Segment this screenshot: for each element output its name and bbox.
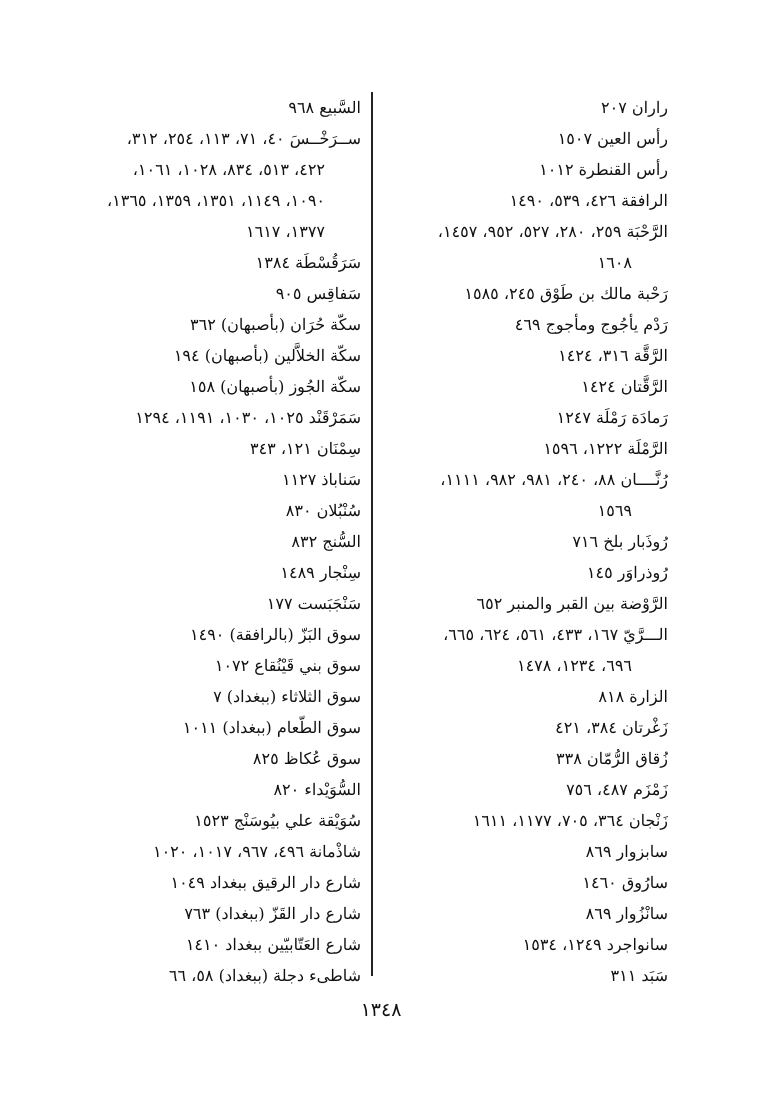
index-entry: سوق البَزّ (بالرافقة) ١٤٩٠: [190, 625, 361, 644]
index-entry: رأس العين ١٥٠٧: [557, 129, 668, 148]
index-entry: سِمْنَان ١٢١، ٣٤٣: [249, 439, 361, 458]
index-entry: سابزوار ٨٦٩: [585, 842, 668, 861]
index-entry: سانواجرد ١٢٤٩، ١٥٣٤: [522, 935, 668, 954]
index-entry: رُنَّــــان ٨٨، ٢٤٠، ٩٨١، ٩٨٢، ١١١١،: [440, 470, 668, 489]
index-entry: شارع دار الرقيق ببغداد ١٠٤٩: [170, 873, 361, 892]
index-entry: سوق الثلاثاء (ببغداد) ٧: [213, 687, 361, 706]
index-entry: سَناباذ ١١٢٧: [281, 470, 361, 489]
index-entry: سُوَيْقة علي بيُوسَنْج ١٥٢٣: [194, 811, 361, 830]
index-entry: الـــرَّيّ ١٦٧، ٤٣٣، ٥٦١، ٦٢٤، ٦٦٥،: [443, 625, 668, 644]
page-number: ١٣٤٨: [360, 999, 402, 1021]
index-entry: سارُوق ١٤٦٠: [582, 873, 668, 892]
index-entry: سوق بني قَيْنُقاع ١٠٧٢: [214, 656, 361, 675]
index-entry-continuation: ١٣٧٧، ١٦١٧: [246, 222, 325, 241]
index-entry: الزارة ٨١٨: [598, 687, 668, 706]
index-entry: رَحْبة مالك بن طَوْق ٢٤٥، ١٥٨٥: [464, 284, 668, 303]
index-entry: سَمَرْقَنْد ١٠٢٥، ١٠٣٠، ١١٩١، ١٢٩٤: [135, 408, 361, 427]
column-divider: [371, 92, 373, 976]
index-entry: سانْزُوار ٨٦٩: [585, 904, 668, 923]
index-entry: الرَّوْضة بين القبر والمنبر ٦٥٢: [476, 594, 668, 613]
index-entry: شارع العَتّابيّين ببغداد ١٤١٠: [185, 935, 361, 954]
index-entry: زَغْرتان ٣٨٤، ٤٢١: [555, 718, 668, 737]
index-entry-continuation: ١٦٠٨: [597, 253, 632, 272]
index-entry: السَّبيع ٩٦٨: [288, 98, 361, 117]
index-entry: شاطىء دجلة (ببغداد) ٥٨، ٦٦: [168, 966, 361, 985]
index-entry-continuation: ١٥٦٩: [597, 501, 632, 520]
index-entry: ســرَخْــسَ ٤٠، ٧١، ١١٣، ٢٥٤، ٣١٢،: [126, 129, 361, 148]
index-entry: سكّة الخلاَّلين (بأصبهان) ١٩٤: [173, 346, 361, 365]
index-entry: الرَّقَّتان ١٤٢٤: [581, 377, 668, 396]
index-entry: سِنْجار ١٤٨٩: [280, 563, 361, 582]
index-entry-continuation: ٤٢٢، ٥١٣، ٨٣٤، ١٠٢٨، ١٠٦١،: [132, 160, 325, 179]
index-entry: شارع دار القَزّ (ببغداد) ٧٦٣: [184, 904, 361, 923]
index-entry: سَرَقُسْطَة ١٣٨٤: [255, 253, 361, 272]
index-entry: سوق عُكاظ ٨٢٥: [252, 749, 361, 768]
index-entry: زُقاق الرُّمّان ٣٣٨: [556, 749, 668, 768]
index-entry: سُنْبُلان ٨٣٠: [285, 501, 361, 520]
index-entry: الرَّمْلَة ١٢٢٢، ١٥٩٦: [543, 439, 668, 458]
index-entry: السُّنج ٨٣٢: [291, 532, 361, 551]
index-entry: رَدْم يأجُوج ومأجوج ٤٦٩: [514, 315, 668, 334]
index-entry: سوق الطّعام (ببغداد) ١٠١١: [182, 718, 361, 737]
index-entry: زَنْجان ٣٦٤، ٧٠٥، ١١٧٧، ١٦١١: [472, 811, 668, 830]
index-entry: الرَّقَّة ٣١٦، ١٤٢٤: [558, 346, 668, 365]
index-entry: السُّوَيْداء ٨٢٠: [273, 780, 361, 799]
index-entry: سَبَد ٣١١: [610, 966, 668, 985]
index-entry: رُوذراوَر ١٤٥: [586, 563, 668, 582]
index-entry: زَمْزَم ٤٨٧، ٧٥٦: [566, 780, 668, 799]
index-entry: سكّة الجُوز (بأصبهان) ١٥٨: [189, 377, 361, 396]
index-entry: الرافقة ٤٢٦، ٥٣٩، ١٤٩٠: [509, 191, 668, 210]
index-entry: شاذْمانة ٤٩٦، ٩٦٧، ١٠١٧، ١٠٢٠: [152, 842, 361, 861]
index-column-left: [78, 92, 361, 991]
index-entry-continuation: ١٠٩٠، ١١٤٩، ١٣٥١، ١٣٥٩، ١٣٦٥،: [106, 191, 325, 210]
index-entry: رُوذَبار بلخ ٧١٦: [572, 532, 668, 551]
index-column-right: [385, 92, 668, 991]
index-entry: راران ٢٠٧: [601, 98, 668, 117]
index-entry: الرَّحْبَة ٢٥٩، ٢٨٠، ٥٢٧، ٩٥٢، ١٤٥٧،: [437, 222, 668, 241]
index-entry: سَفاقِس ٩٠٥: [275, 284, 361, 303]
index-entry: رَمادَة رَمْلَة ١٢٤٧: [556, 408, 668, 427]
index-entry: رأس القنطرة ١٠١٢: [539, 160, 668, 179]
index-entry-continuation: ٦٩٦، ١٢٣٤، ١٤٧٨: [516, 656, 632, 675]
index-entry: سَنْجَبَست ١٧٧: [266, 594, 361, 613]
index-entry: سكّة حُرَان (بأصبهان) ٣٦٢: [190, 315, 361, 334]
